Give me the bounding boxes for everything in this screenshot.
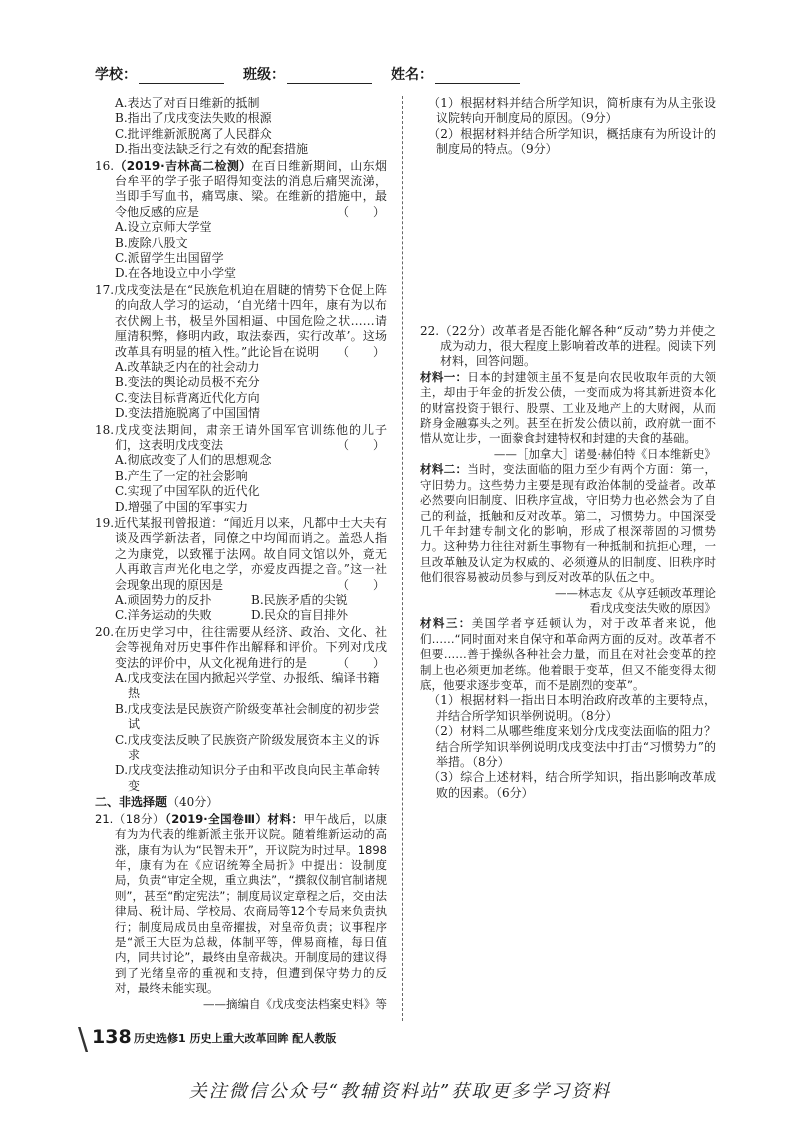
class-label: 班级： <box>243 67 285 83</box>
option[interactable]: C.戊戌变法反映了民族资产阶级发展资本主义的诉求 <box>115 732 380 763</box>
left-column <box>95 96 387 1013</box>
material-text: 美国学者亨廷顿认为，对于改革者来说，他们……“同时面对来自保守和革命两方面的反对。改革者不但要……善于操纵各种社会力量，而且在对社会变革的控制上也必须更加老练。他着眼于变革，但又不能变得太彻底，他要求逐步变革，而不是剧烈的变革”。 <box>420 616 717 692</box>
question-source-tag: （2019·全国卷Ⅲ） <box>164 811 268 826</box>
question-number: 22. <box>420 323 440 338</box>
material-source: ——林志友《从亨廷顿改革理论 <box>555 585 716 600</box>
name-field[interactable] <box>391 64 520 84</box>
question-15-options <box>95 96 387 158</box>
material-label: 材料： <box>267 811 304 826</box>
school-field[interactable] <box>95 64 224 84</box>
material-source-cont: 看戊戌变法失败的原因》 <box>589 600 716 615</box>
option[interactable]: D.民众的盲目排外 <box>251 608 349 623</box>
option[interactable]: A.戊戌变法在国内掀起兴学堂、办报纸、编译书籍热 <box>115 671 380 701</box>
page-number: 138 <box>92 1026 132 1048</box>
section-2-heading <box>95 795 387 810</box>
option[interactable]: C.洋务运动的失败 <box>115 608 212 623</box>
answer-paren[interactable]: （ ） <box>336 437 385 452</box>
question-stem <box>95 159 387 221</box>
question-text: 戊戌变法期间，肃亲王请外国军官训练他的儿子们，这表明戊戌变法 <box>114 422 387 452</box>
material-text: 日本的封建领主虽不复是向农民收取年贡的大领主，却由于年金的折发公债，一变而成为将其新进资本化的财富投资于银行、股票、工业及地产上的大财阀，从而跻身金融寡头之列。甚至在折发公债以前，政府就一面不惜从宽让步，一面豢食封建特权和封建的夫食的基础。 <box>420 369 717 446</box>
question-stem <box>95 516 387 593</box>
section-title: 二、非选择题 <box>95 795 168 810</box>
option[interactable]: A.表达了对百日维新的抵制 <box>115 96 260 110</box>
question-17 <box>95 283 387 422</box>
question-16 <box>95 159 387 282</box>
subquestion: （3）综合上述材料，结合所学知识，指出影响改革成败的因素。（6分） <box>428 770 716 800</box>
material-source: ——［加拿大］诺曼·赫伯特《日本维新史》 <box>493 446 716 461</box>
option[interactable]: B.产生了一定的社会影响 <box>115 468 248 483</box>
question-text: 在百日维新期间，山东烟台牟平的学子张子昭得知变法的消息后痛哭流涕，当即手写血书，痛骂康、梁。在维新的措施中，最令他反感的应是 <box>115 158 387 219</box>
answer-paren[interactable]: （ ） <box>336 204 385 219</box>
subquestion: （2）根据材料并结合所学知识，概括康有为所设计的制度局的特点。（9分） <box>428 126 716 157</box>
section-score: （40分） <box>167 795 219 810</box>
option[interactable]: B.戊戌变法是民族资产阶级变革社会制度的初步尝试 <box>115 701 380 732</box>
question-number: 19. <box>95 515 115 530</box>
question-number: 17. <box>95 282 115 297</box>
material-label: 材料二： <box>420 462 468 477</box>
footer-slash-mark: \ <box>78 1022 89 1057</box>
question-text: 戊戌变法是在“民族危机迫在眉睫的情势下仓促上阵的向敌人学习的运动，‘自光绪十四年，康有为以布衣伏阙上书，极呈外国相逼、中国危险之状……请厘清积弊，修明内政，取法泰西，实行改革’。这场改革具有明显的植入性。”此论旨在说明 <box>114 282 387 359</box>
question-21-subquestions <box>420 96 716 158</box>
subquestion: （1）根据材料一指出日本明治政府改革的主要特点，并结合所学知识举例说明。（8分） <box>428 693 716 723</box>
material-label: 材料一： <box>420 369 468 384</box>
question-stem <box>420 324 716 370</box>
option[interactable]: D.指出变法缺乏行之有效的配套措施 <box>115 142 309 157</box>
class-blank[interactable] <box>287 67 372 84</box>
school-label: 学校： <box>95 67 137 83</box>
material-label: 材料三： <box>420 616 472 631</box>
question-number: 16. <box>95 158 115 173</box>
question-stem <box>95 625 387 671</box>
option[interactable]: D.在各地设立中小学堂 <box>115 266 237 281</box>
question-text: 改革者是否能化解各种“反动”势力并使之成为动力，很大程度上影响着改革的进程。阅读下列材料，回答问题。 <box>440 323 717 369</box>
bottom-watermark-note: 关注微信公众号“教辅资料站”获取更多学习资料 <box>188 1081 612 1102</box>
option[interactable]: B.指出了戊戌变法失败的根源 <box>115 111 272 126</box>
name-label: 姓名： <box>391 67 433 83</box>
option-row <box>95 608 387 623</box>
question-stem <box>95 812 387 997</box>
question-22 <box>420 324 716 802</box>
option[interactable]: C.批评维新派脱离了人民群众 <box>115 126 272 141</box>
book-title: 历史选修1 历史上重大改革回眸 配人教版 <box>134 1032 337 1045</box>
option[interactable]: A.顽固势力的反扑 <box>115 593 212 607</box>
page-footer <box>78 1022 398 1057</box>
question-stem <box>95 423 387 454</box>
right-column <box>420 96 716 802</box>
option[interactable]: C.派留学生出国留学 <box>115 251 224 266</box>
material-2 <box>420 462 716 585</box>
student-info-header <box>95 62 715 86</box>
question-score: （18分） <box>113 811 165 826</box>
option[interactable]: C.实现了中国军队的近代化 <box>115 484 260 499</box>
question-source-tag: （2019·吉林高二检测） <box>114 158 252 173</box>
column-divider <box>402 96 403 1021</box>
subquestion: （2）材料二从哪些维度来划分戊戌变法面临的阻力？结合所学知识举例说明戊戌变法中打击“习惯势力”的举措。（8分） <box>428 724 716 769</box>
question-21 <box>95 812 387 1012</box>
option-row <box>95 593 387 608</box>
option[interactable]: D.变法措施脱离了中国国情 <box>115 406 261 421</box>
material-source: ——摘编自《戊戌变法档案史料》等 <box>203 996 387 1011</box>
question-text: 在历史学习中，往往需要从经济、政治、文化、社会等视角对历史事件作出解释和评价。下列对戊戌变法的评价中，从文化视角进行的是 <box>114 624 387 670</box>
material-1 <box>420 370 716 447</box>
name-blank[interactable] <box>435 67 520 84</box>
material-text: 当时，变法面临的阻力至少有两个方面：第一，守旧势力。这些势力主要是现有政治体制的受益者。改革必然要向旧制度、旧秩序宣战，守旧势力也必然会为了自己的利益，抵触和反对改革。第二，习惯势力。中国深受几千年封建专制文化的影响，形成了根深蒂固的习惯势力。这种势力往往对新生事物有一种抵制和抗拒心理，一旦改革触及认定为权威的、必须遵从的旧制度、旧秩序时他们很容易被动员参与到反对改革的队伍之中。 <box>420 462 717 585</box>
option[interactable]: B.废除八股文 <box>115 235 188 250</box>
material-3 <box>420 616 716 693</box>
question-text: 近代某报刊曾报道：“闻近月以来，凡都中士大夫有谈及西学新法者，同僚之中均闻而诮之。盖恐人指之为康党，以致罹于法网。故自同文馆以外，竟无人再敢言声光化电之学，亦爱皮西提之音。”这一社会现象出现的原因是 <box>114 515 387 592</box>
school-blank[interactable] <box>139 67 224 84</box>
question-stem <box>95 283 387 360</box>
question-18 <box>95 423 387 515</box>
option[interactable]: B.变法的舆论动员极不充分 <box>115 375 260 390</box>
subquestion: （1）根据材料并结合所学知识，简析康有为从主张设议院转向开制度局的原因。（9分） <box>428 96 716 126</box>
option[interactable]: B.民族矛盾的尖锐 <box>251 593 348 607</box>
question-number: 21. <box>95 811 114 826</box>
question-number: 20. <box>95 624 115 639</box>
material-text: 甲午战后，以康有为为代表的维新派主张开议院。随着维新运动的高涨，康有为认为“民智未开”，开议院为时过早。1898年，康有为在《应诏统筹全局折》中提出：设制度局，负责“审定全规，重立典法”，“撰叙仪制官制诸规则”，甚至“酌定宪法”；制度局议定章程之后，交由法律局、税计局、学校局、农商局等12个专局来负责执行；制度局成员由皇帝擢拔，对皇帝负责；议事程序是“派王大臣为总裁，体制平等，俾易商榷，每日值内，同共讨论”，最终由皇帝裁决。开制度局的建议得到了光绪皇帝的重视和支持，但遭到保守势力的反对，最终未能实现。 <box>115 811 388 996</box>
option[interactable]: A.彻底改变了人们的思想观念 <box>115 453 272 468</box>
question-20 <box>95 625 387 794</box>
answer-paren[interactable]: （ ） <box>336 655 385 670</box>
option[interactable]: C.变法目标背离近代化方向 <box>115 390 260 405</box>
option[interactable]: A.改革缺乏内在的社会动力 <box>115 359 260 374</box>
option[interactable]: D.增强了中国的军事实力 <box>115 499 249 514</box>
class-field[interactable] <box>243 64 372 84</box>
question-number: 18. <box>95 422 115 437</box>
answer-paren[interactable]: （ ） <box>336 577 385 592</box>
question-score: （22分） <box>439 323 493 338</box>
question-19 <box>95 516 387 624</box>
option[interactable]: A.设立京师大学堂 <box>115 220 212 235</box>
answer-paren[interactable]: （ ） <box>336 344 385 359</box>
option[interactable]: D.戊戌变法推动知识分子由和平改良向民主革命转变 <box>115 763 381 793</box>
